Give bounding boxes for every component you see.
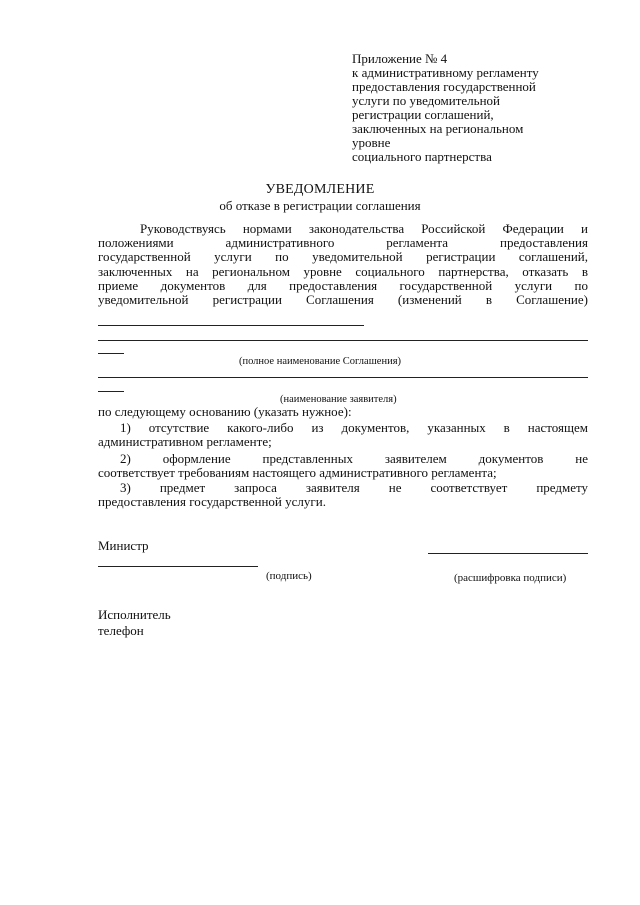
ground-line: 2) оформление представленных заявителем документов не [120, 451, 588, 466]
appendix-line: Приложение № 4 [352, 51, 448, 66]
applicant-name-line[interactable] [98, 377, 588, 378]
signature-line[interactable] [98, 566, 258, 567]
document-subtitle: об отказе в регистрации соглашения [219, 198, 421, 213]
body-line: положениями административного регламента предоставления [98, 235, 588, 251]
appendix-line: услуги по уведомительной [352, 93, 500, 108]
grounds-intro: по следующему основанию (указать нужное): [98, 404, 352, 419]
signature-decode-caption: (расшифровка подписи) [454, 572, 567, 584]
executor-label: Исполнитель [98, 607, 171, 622]
appendix-line: заключенных на региональном [352, 121, 524, 136]
appendix-header [352, 52, 582, 164]
ground-line: 1) отсутствие какого-либо из документов, указанных в настоящем [120, 420, 588, 435]
body-line: приеме документов для предоставления государственной услуги по [98, 277, 588, 293]
ground-item-2 [98, 452, 588, 480]
document-title: УВЕДОМЛЕНИЕ [265, 182, 375, 197]
appendix-line: предоставления государственной [352, 79, 536, 94]
body-line: заключенных на региональном уровне социального партнерства, отказать в [98, 263, 588, 279]
ground-line: 3) предмет запроса заявителя не соответствует предмету [120, 480, 588, 495]
ground-line: предоставления государственной услуги. [98, 494, 326, 510]
agreement-name-line[interactable] [98, 325, 364, 326]
applicant-name-caption: (наименование заявителя) [280, 394, 397, 405]
ground-line: административном регламенте; [98, 434, 272, 450]
appendix-line: уровне [352, 135, 391, 150]
ground-item-1 [98, 421, 588, 449]
ground-item-3 [98, 481, 588, 509]
signature-caption: (подпись) [266, 570, 312, 582]
minister-label: Министр [98, 538, 149, 553]
agreement-name-line[interactable] [98, 353, 124, 354]
appendix-line: регистрации соглашений, [352, 107, 494, 122]
appendix-line: к административному регламенту [352, 65, 539, 80]
agreement-name-line[interactable] [98, 340, 588, 341]
body-line: Руководствуясь нормами законодательства Российской Федерации и [140, 221, 588, 236]
ground-line: соответствует требованиям настоящего административного регламента; [98, 465, 497, 481]
agreement-name-caption: (полное наименование Соглашения) [238, 356, 402, 367]
appendix-line: социального партнерства [352, 149, 492, 164]
phone-label: телефон [98, 623, 144, 638]
body-line: государственной услуги по уведомительной регистрации соглашений, [98, 249, 588, 265]
body-paragraph [98, 222, 588, 307]
body-line: уведомительной регистрации Соглашения (изменений в Соглашение) [98, 292, 588, 308]
signature-decode-line[interactable] [428, 553, 588, 554]
applicant-name-line[interactable] [98, 391, 124, 392]
